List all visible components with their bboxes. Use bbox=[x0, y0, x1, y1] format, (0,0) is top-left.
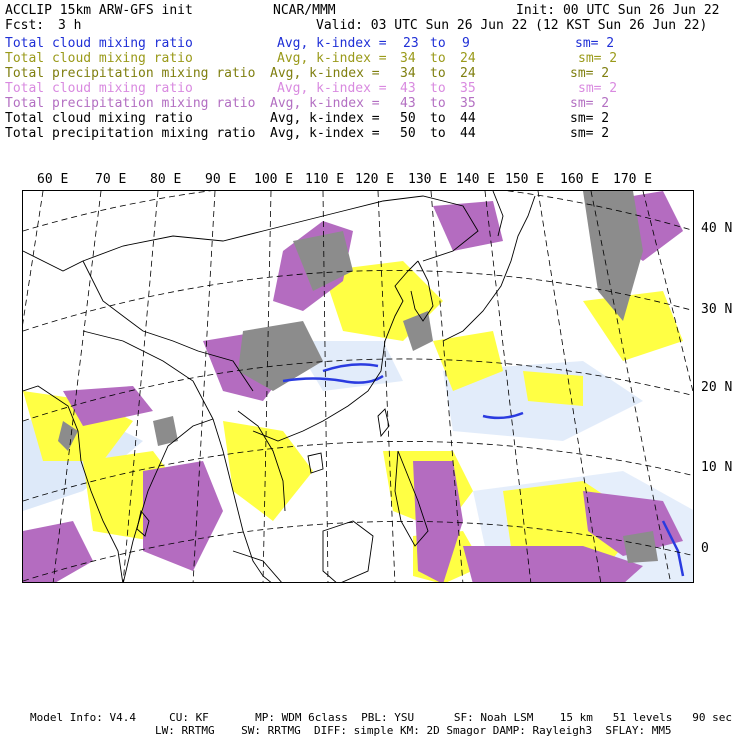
legend-to: to bbox=[430, 111, 446, 126]
legend-smoothing: sm= 2 bbox=[578, 81, 618, 96]
center-label: NCAR/MMM bbox=[273, 3, 336, 18]
legend-field: Total cloud mixing ratio bbox=[5, 111, 193, 126]
legend-avg: Avg, k-index = bbox=[270, 96, 380, 111]
legend-to: to bbox=[430, 51, 446, 66]
legend-avg: Avg, k-index = bbox=[277, 36, 387, 51]
legend-field: Total cloud mixing ratio bbox=[5, 81, 193, 96]
longitude-label: 70 E bbox=[95, 172, 127, 187]
legend-k-to: 35 bbox=[460, 81, 476, 96]
longitude-label: 120 E bbox=[355, 172, 395, 187]
precip-region bbox=[23, 521, 93, 583]
coastline-borneo bbox=[323, 521, 373, 583]
precip-region bbox=[433, 201, 503, 251]
latitude-label: 10 N bbox=[701, 460, 733, 475]
latitude-label: 0 bbox=[701, 541, 709, 556]
legend-field: Total precipitation mixing ratio bbox=[5, 126, 256, 141]
fcst-value: 3 h bbox=[58, 18, 82, 33]
coastline-hainan bbox=[308, 453, 323, 473]
legend-to: to bbox=[430, 96, 446, 111]
fcst-label: Fcst: bbox=[5, 18, 45, 33]
longitude-label: 140 E bbox=[456, 172, 496, 187]
legend-k-from: 43 bbox=[400, 96, 416, 111]
legend-avg: Avg, k-index = bbox=[270, 111, 380, 126]
legend-avg: Avg, k-index = bbox=[270, 66, 380, 81]
cloud-region bbox=[583, 291, 683, 361]
legend-smoothing: sm= 2 bbox=[570, 66, 610, 81]
legend-smoothing: sm= 2 bbox=[570, 96, 610, 111]
legend-to: to bbox=[430, 81, 446, 96]
legend-k-from: 50 bbox=[400, 126, 416, 141]
legend-to: to bbox=[430, 36, 446, 51]
legend-k-from: 34 bbox=[400, 66, 416, 81]
legend-smoothing: sm= 2 bbox=[570, 126, 610, 141]
map-canvas bbox=[23, 191, 694, 583]
heavy-region bbox=[623, 531, 658, 563]
legend-k-to: 44 bbox=[460, 126, 476, 141]
border-china-north bbox=[83, 196, 478, 261]
legend-smoothing: sm= 2 bbox=[570, 111, 610, 126]
legend-k-from: 50 bbox=[400, 111, 416, 126]
legend-k-to: 44 bbox=[460, 111, 476, 126]
longitude-label: 60 E bbox=[37, 172, 69, 187]
legend-field: Total precipitation mixing ratio bbox=[5, 66, 256, 81]
longitude-label: 150 E bbox=[505, 172, 545, 187]
legend-field: Total cloud mixing ratio bbox=[5, 51, 193, 66]
longitude-label: 110 E bbox=[305, 172, 345, 187]
longitude-label: 160 E bbox=[560, 172, 600, 187]
cloud-region bbox=[523, 371, 583, 406]
legend-avg: Avg, k-index = bbox=[277, 51, 387, 66]
forecast-map bbox=[22, 190, 694, 583]
legend-k-to: 24 bbox=[460, 66, 476, 81]
legend-k-from: 34 bbox=[400, 51, 416, 66]
latitude-label: 30 N bbox=[701, 302, 733, 317]
legend-to: to bbox=[430, 66, 446, 81]
longitude-label: 80 E bbox=[150, 172, 182, 187]
longitude-label: 100 E bbox=[254, 172, 294, 187]
valid-time: Valid: 03 UTC Sun 26 Jun 22 (12 KST Sun 26 Jun 22) bbox=[316, 18, 708, 33]
precip-region bbox=[143, 461, 223, 571]
legend-smoothing: sm= 2 bbox=[578, 51, 618, 66]
longitude-label: 170 E bbox=[613, 172, 653, 187]
model-info-line2: LW: RRTMG SW: RRTMG DIFF: simple KM: 2D Smagor DAMP: Rayleigh3 SFLAY: MM5 bbox=[155, 724, 672, 737]
longitude-label: 130 E bbox=[408, 172, 448, 187]
legend-avg: Avg, k-index = bbox=[277, 81, 387, 96]
longitude-label: 90 E bbox=[205, 172, 237, 187]
latitude-label: 20 N bbox=[701, 380, 733, 395]
legend-avg: Avg, k-index = bbox=[270, 126, 380, 141]
init-time: Init: 00 UTC Sun 26 Jun 22 bbox=[516, 3, 720, 18]
meridian-120e bbox=[378, 191, 395, 583]
model-title: ACCLIP 15km ARW-GFS init bbox=[5, 3, 193, 18]
legend-field: Total cloud mixing ratio bbox=[5, 36, 193, 51]
model-info-line1: Model Info: V4.4 CU: KF MP: WDM 6class PBL: YSU SF: Noah LSM 15 km 51 levels 90 sec bbox=[30, 711, 732, 724]
legend-field: Total precipitation mixing ratio bbox=[5, 96, 256, 111]
coastline-sumatra bbox=[233, 551, 283, 583]
legend-to: to bbox=[430, 126, 446, 141]
legend-k-to: 24 bbox=[460, 51, 476, 66]
latitude-label: 40 N bbox=[701, 221, 733, 236]
legend-k-from: 43 bbox=[400, 81, 416, 96]
legend-k-to: 9 bbox=[462, 36, 470, 51]
legend-smoothing: sm= 2 bbox=[575, 36, 615, 51]
legend-k-from: 23 bbox=[403, 36, 419, 51]
legend-k-to: 35 bbox=[460, 96, 476, 111]
